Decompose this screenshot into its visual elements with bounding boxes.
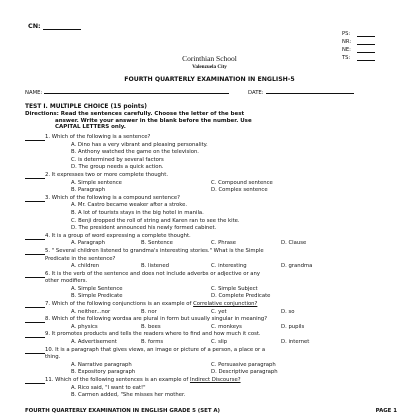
option: B. Anthony watched the game on the television. [71, 149, 199, 156]
option: C. Benji dropped the roll of string and Karen ran to see the kite. [71, 217, 240, 224]
option: C. Phrase [211, 240, 237, 247]
option: D. Descriptive paragraph [211, 369, 278, 376]
question-9: 9. It promotes products and tells the readers where to find and how much it cost. [25, 331, 395, 339]
code-row-ne: NE: [342, 46, 375, 54]
question-1: 1. Which of the following is a sentence? [25, 134, 395, 142]
name-field [25, 88, 229, 96]
footer-title: FOURTH QUARTERLY EXAMINATION IN ENGLISH GRADE 5 (SET A) [25, 408, 221, 414]
option: A. Mr. Castro became weaker after a stroke. [71, 202, 188, 209]
option: B. A lot of tourists stays in the big hotel in manila. [71, 209, 204, 216]
question-7: 7. Which of the following conjunctions is an example of Correlative conjunction? [25, 301, 395, 309]
option: A. physics [71, 323, 98, 330]
option: A. Rico said, "I want to eat!" [71, 384, 146, 391]
option: A. Dino has a very vibrant and pleasing personality. [71, 141, 208, 148]
question-6: 6. It is the verb of the sentence and does not include adverbs or adjective or any [25, 271, 395, 279]
option: B. Paragraph [71, 187, 106, 194]
option: C. Persuasive paragraph [211, 361, 276, 368]
school-name: Corinthian School [182, 54, 237, 63]
school-city: Valenzuela City [192, 64, 227, 70]
option: D. Clause [281, 240, 307, 247]
option: B. Simple Predicate [71, 293, 123, 300]
date-label: DATE: [248, 90, 264, 96]
option: D. Complex sentence [211, 187, 268, 194]
option: A. Simple sentence [71, 179, 122, 186]
answer-blank-2[interactable] [25, 172, 45, 179]
answer-blank-7[interactable] [25, 301, 45, 308]
option: C. monkeys [211, 323, 242, 330]
name-label: NAME: [25, 90, 43, 96]
answer-blank-8[interactable] [25, 316, 45, 323]
option: A. children [71, 263, 100, 270]
page-number: PAGE 1 [375, 408, 397, 414]
option: B. listened [141, 263, 170, 270]
option: D. grandma [281, 263, 313, 270]
date-blank[interactable] [266, 88, 354, 94]
answer-blank-3[interactable] [25, 195, 45, 202]
question-10: 10. It is a paragraph that gives views, an image or picture of a person, a place or a [25, 347, 395, 355]
answer-blank-5[interactable] [25, 248, 45, 255]
cn-field [28, 22, 81, 30]
option: D. Complete Predicate [211, 293, 271, 300]
question-8: 8. Which of the following wordsa are plural in form but usually singular in meaning? [25, 316, 395, 324]
answer-blank-11[interactable] [25, 377, 45, 384]
answer-blank-10[interactable] [25, 347, 45, 354]
option: D. The president announced his newly formed cabinet. [71, 225, 217, 232]
option: A. Paragraph [71, 240, 106, 247]
option: B. Sentence [141, 240, 173, 247]
cn-blank[interactable] [43, 23, 81, 30]
option: A. Narrative paragraph [71, 361, 132, 368]
option: D. so [281, 308, 295, 315]
option: C. is determined by several factors [71, 156, 164, 163]
question-5: 5. " Several children listened to grandma's interesting stories." What is the Simple [25, 248, 395, 256]
option: A. Advertisement [71, 339, 117, 346]
cn-label: CN: [28, 22, 41, 30]
option: C. Simple Subject [211, 285, 258, 292]
test-heading: TEST I. MULTIPLE CHOICE (15 points) [25, 104, 147, 110]
question-2: 2. It expresses two or more complete thought. [25, 172, 395, 180]
option: C. Compound sentence [211, 179, 273, 186]
page-footer [25, 408, 397, 414]
option: D. The group needs a quick action. [71, 164, 164, 171]
directions: Directions: Read the sentences carefully. Choose the letter of the best answer. Write your answer in the blank before the number. Use CAPITAL LETTERS only. [25, 111, 252, 131]
option: C. slip [211, 339, 228, 346]
code-row-ps: PS: [342, 30, 375, 38]
option: D. internet [281, 339, 310, 346]
option: B. nor [141, 308, 157, 315]
option: C. yet [211, 308, 227, 315]
option: D. pupils [281, 323, 305, 330]
question-list [25, 134, 395, 400]
option: B. forms [141, 339, 164, 346]
option: A. neither...nor [71, 308, 111, 315]
question-continuation: Predicate in the sentence? [45, 255, 116, 262]
exam-title: FOURTH QUARTERLY EXAMINATION IN ENGLISH-5 [124, 76, 295, 83]
option: B. Carmen added, "She misses her mother. [71, 392, 186, 399]
option: B. bees [141, 323, 161, 330]
code-row-nr: NR: [342, 38, 375, 46]
question-3: 3. Which of the following is a compound sentence? [25, 195, 395, 203]
answer-blank-9[interactable] [25, 331, 45, 338]
date-field [248, 88, 354, 96]
answer-blank-6[interactable] [25, 271, 45, 278]
question-continuation: thing. [45, 354, 61, 361]
code-row-ts: TS: [342, 54, 375, 62]
question-continuation: other modifiers. [45, 278, 88, 285]
answer-blank-1[interactable] [25, 134, 45, 141]
option: A. Simple Sentence [71, 285, 123, 292]
question-4: 4. It is a group of word expressing a complete thought. [25, 233, 395, 241]
answer-blank-4[interactable] [25, 233, 45, 240]
option: C. interesting [211, 263, 247, 270]
option: B. Expository paragraph [71, 369, 136, 376]
question-11: 11. Which of the following sentences is an example of Indirect Discourse? [25, 377, 395, 385]
name-blank[interactable] [44, 88, 229, 94]
